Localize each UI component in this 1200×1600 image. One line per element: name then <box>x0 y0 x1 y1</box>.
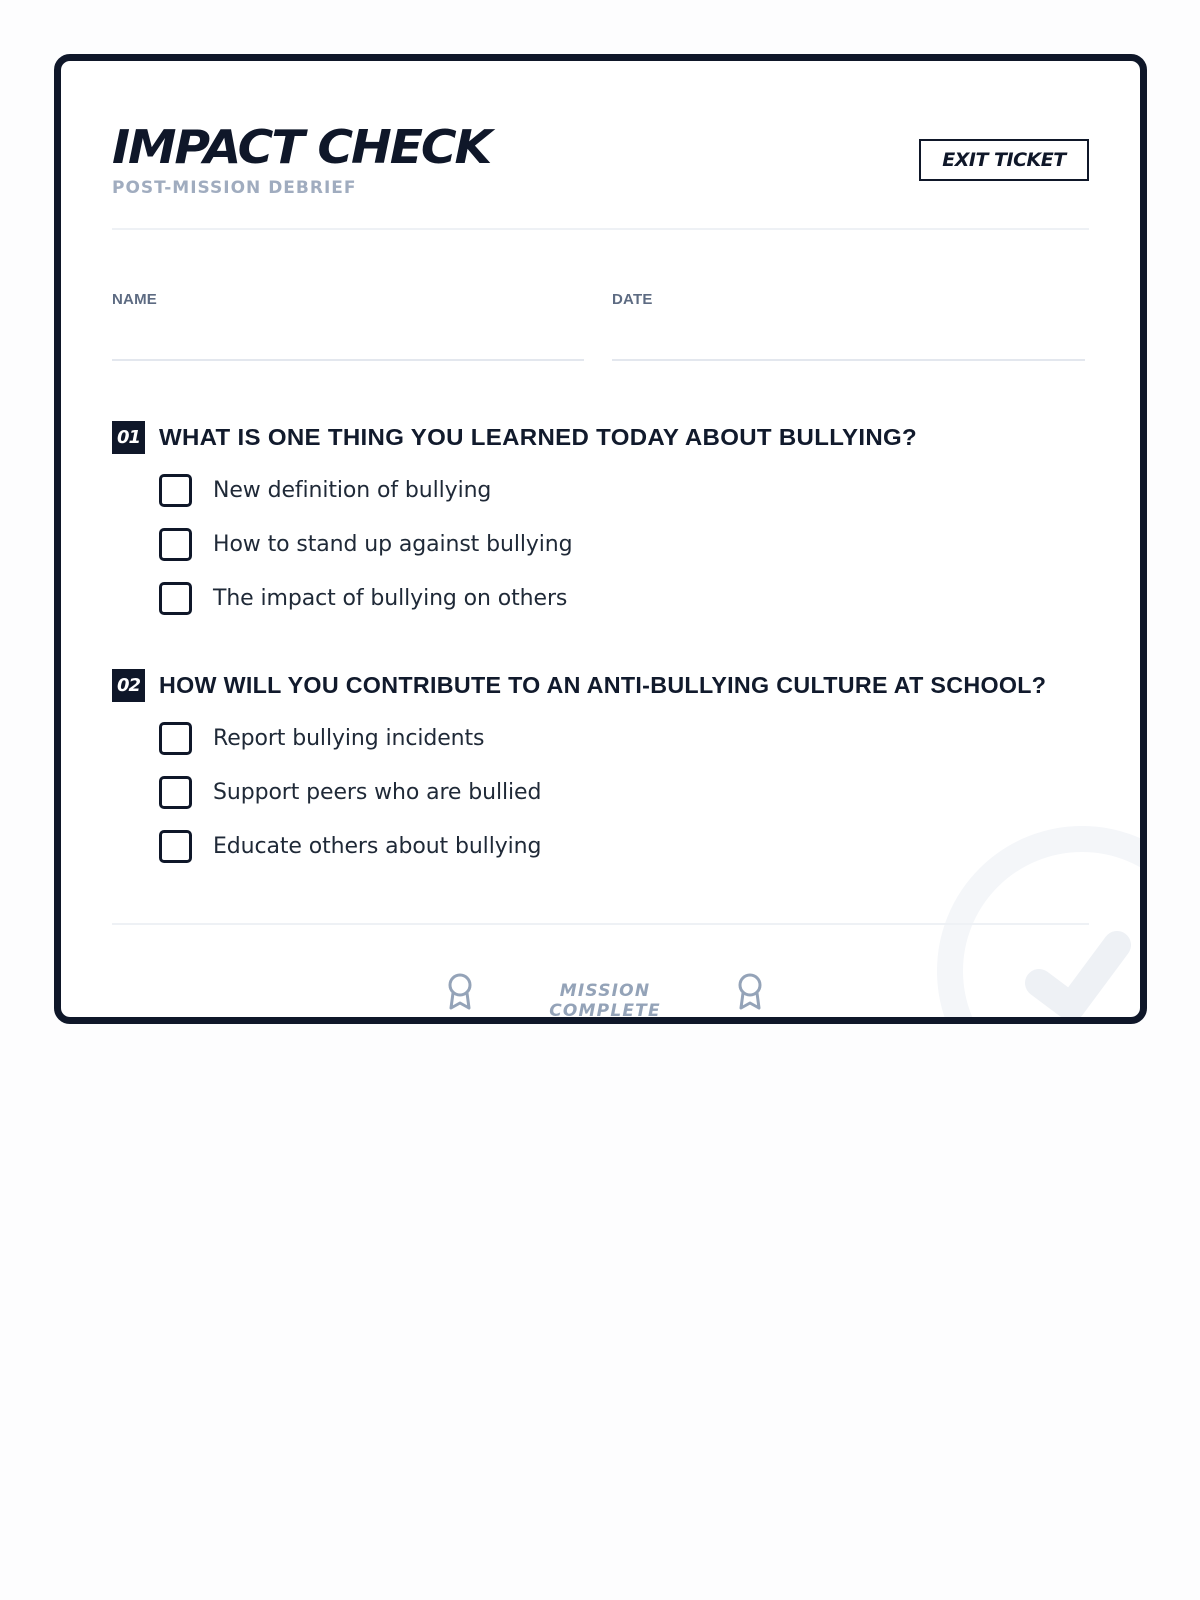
mission-complete-label: MISSION COMPLETE <box>549 981 661 1021</box>
question-number-badge: 01 <box>112 421 145 454</box>
checkbox[interactable] <box>159 474 192 507</box>
option-label: Support peers who are bullied <box>213 780 542 805</box>
checkbox[interactable] <box>159 830 192 863</box>
date-label: DATE <box>612 291 653 308</box>
header <box>112 115 1089 230</box>
student-info-fields <box>112 291 1089 361</box>
footer-content <box>444 967 764 1021</box>
checkbox[interactable] <box>159 582 192 615</box>
page-subtitle: POST-MISSION DEBRIEF <box>112 178 357 198</box>
award-icon <box>444 971 476 1011</box>
option-label: How to stand up against bullying <box>213 532 573 557</box>
checkbox[interactable] <box>159 528 192 561</box>
footer-divider <box>112 923 1089 925</box>
option-label: The impact of bullying on others <box>213 586 568 611</box>
question-text: WHAT IS ONE THING YOU LEARNED TODAY ABOUT BULLYING? <box>159 424 918 450</box>
award-icon <box>734 971 766 1011</box>
option-label: Educate others about bullying <box>213 834 542 859</box>
card-content <box>112 61 1089 1021</box>
question-text: HOW WILL YOU CONTRIBUTE TO AN ANTI-BULLYING CULTURE AT SCHOOL? <box>159 672 1047 698</box>
date-input[interactable] <box>612 313 1085 361</box>
name-field-group <box>112 291 584 361</box>
checkbox[interactable] <box>159 722 192 755</box>
exit-ticket-badge: EXIT TICKET <box>919 139 1089 181</box>
option-label: New definition of bullying <box>213 478 492 503</box>
question-number-badge: 02 <box>112 669 145 702</box>
option-label: Report bullying incidents <box>213 726 485 751</box>
exit-ticket-card <box>54 54 1147 1024</box>
name-input[interactable] <box>112 313 584 361</box>
date-field-group <box>612 291 1085 361</box>
name-label: NAME <box>112 291 157 308</box>
footer <box>112 967 1089 1021</box>
page-title: IMPACT CHECK <box>112 120 491 174</box>
checkbox[interactable] <box>159 776 192 809</box>
